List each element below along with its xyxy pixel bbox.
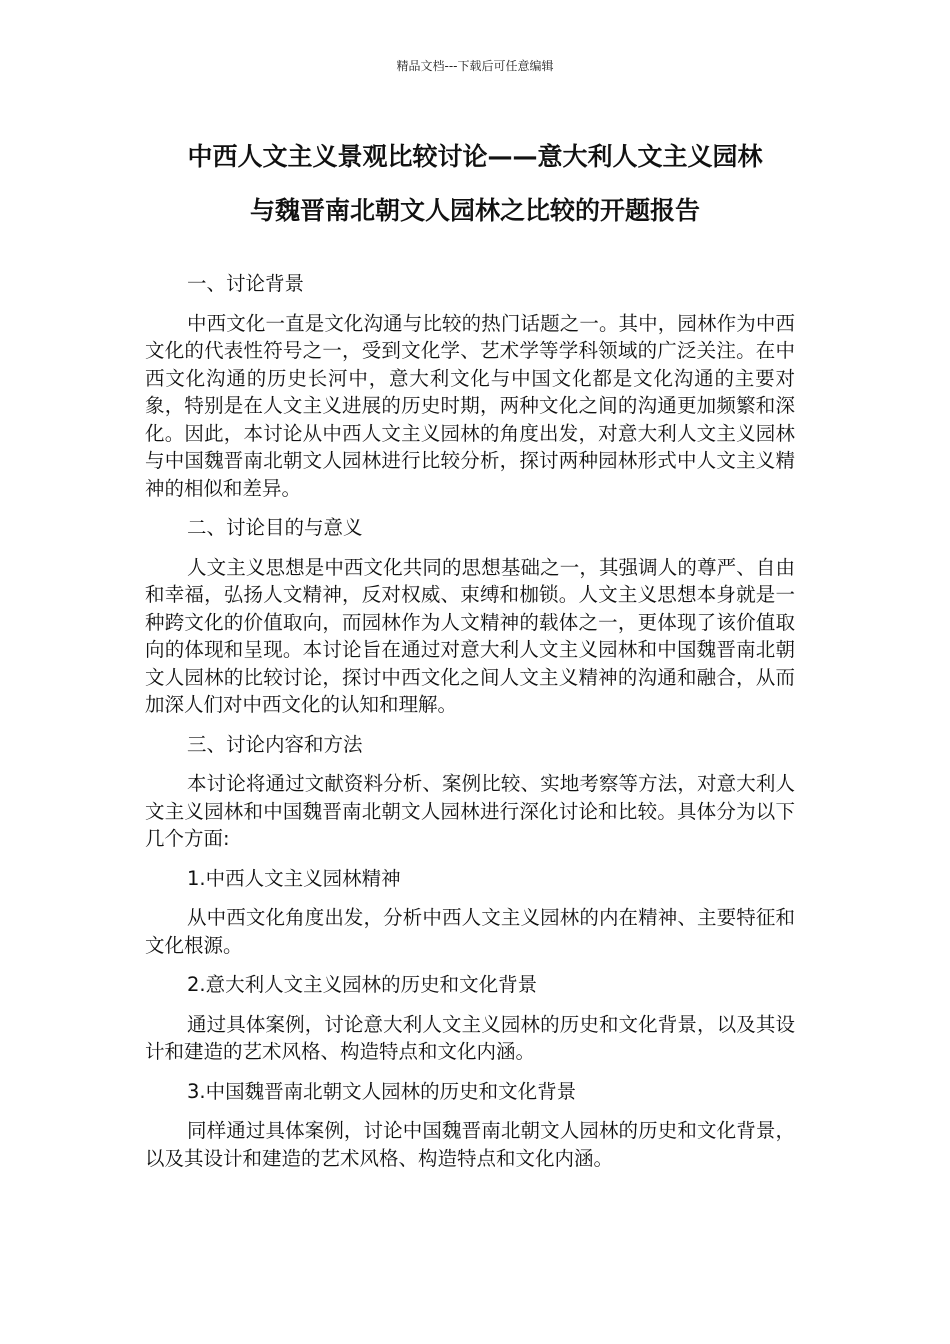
paragraph-sub-2: 通过具体案例，讨论意大利人文主义园林的历史和文化背景，以及其设计和建造的艺术风格、构造特点和文化内涵。 [145, 1012, 795, 1063]
subheading-2: 2.意大利人文主义园林的历史和文化背景 [187, 973, 538, 996]
document-title-line-1: 中西人文主义景观比较讨论——意大利人文主义园林 [187, 142, 763, 171]
paragraph-background: 中西文化一直是文化沟通与比较的热门话题之一。其中，园林作为中西文化的代表性符号之一，受到文化学、艺术学等学科领域的广泛关注。在中西文化沟通的历史长河中，意大利文化与中国文化都是文化沟通的主要对象，特别是在人文主义进展的历史时期，两种文化之间的沟通更加频繁和深化。因此，本讨论从中西人文主义园林的角度出发，对意大利人文主义园林与中国魏晋南北朝文人园林进行比较分析，探讨两种园林形式中人文主义精神的相似和差异。 [145, 311, 795, 500]
document-body [145, 270, 795, 1178]
paragraph-sub-1: 从中西文化角度出发，分析中西人文主义园林的内在精神、主要特征和文化根源。 [145, 906, 795, 957]
paragraph-sub-3: 同样通过具体案例，讨论中国魏晋南北朝文人园林的历史和文化背景，以及其设计和建造的艺术风格、构造特点和文化内涵。 [145, 1119, 795, 1170]
subheading-1: 1.中西人文主义园林精神 [187, 866, 401, 890]
section-heading-purpose: 二、讨论目的与意义 [187, 516, 363, 539]
header-note: 精品文档---下载后可任意编辑 [396, 59, 554, 73]
paragraph-content-method: 本讨论将通过文献资料分析、案例比较、实地考察等方法，对意大利人文主义园林和中国魏晋南北朝文人园林进行深化讨论和比较。具体分为以下几个方面: [145, 772, 795, 850]
subheading-3: 3.中国魏晋南北朝文人园林的历史和文化背景 [187, 1079, 577, 1103]
section-heading-content-method: 三、讨论内容和方法 [187, 732, 363, 756]
section-heading-background: 一、讨论背景 [187, 272, 305, 295]
paragraph-purpose: 人文主义思想是中西文化共同的思想基础之一，其强调人的尊严、自由和幸福，弘扬人文精神，反对权威、束缚和枷锁。人文主义思想本身就是一种跨文化的价值取向，而园林作为人文精神的载体之一，更体现了该价值取向的体现和呈现。本讨论旨在通过对意大利人文主义园林和中国魏晋南北朝文人园林的比较讨论，探讨中西文化之间人文主义精神的沟通和融合，从而加深人们对中西文化的认知和理解。 [145, 555, 795, 716]
document-title-line-2: 与魏晋南北朝文人园林之比较的开题报告 [249, 196, 700, 225]
